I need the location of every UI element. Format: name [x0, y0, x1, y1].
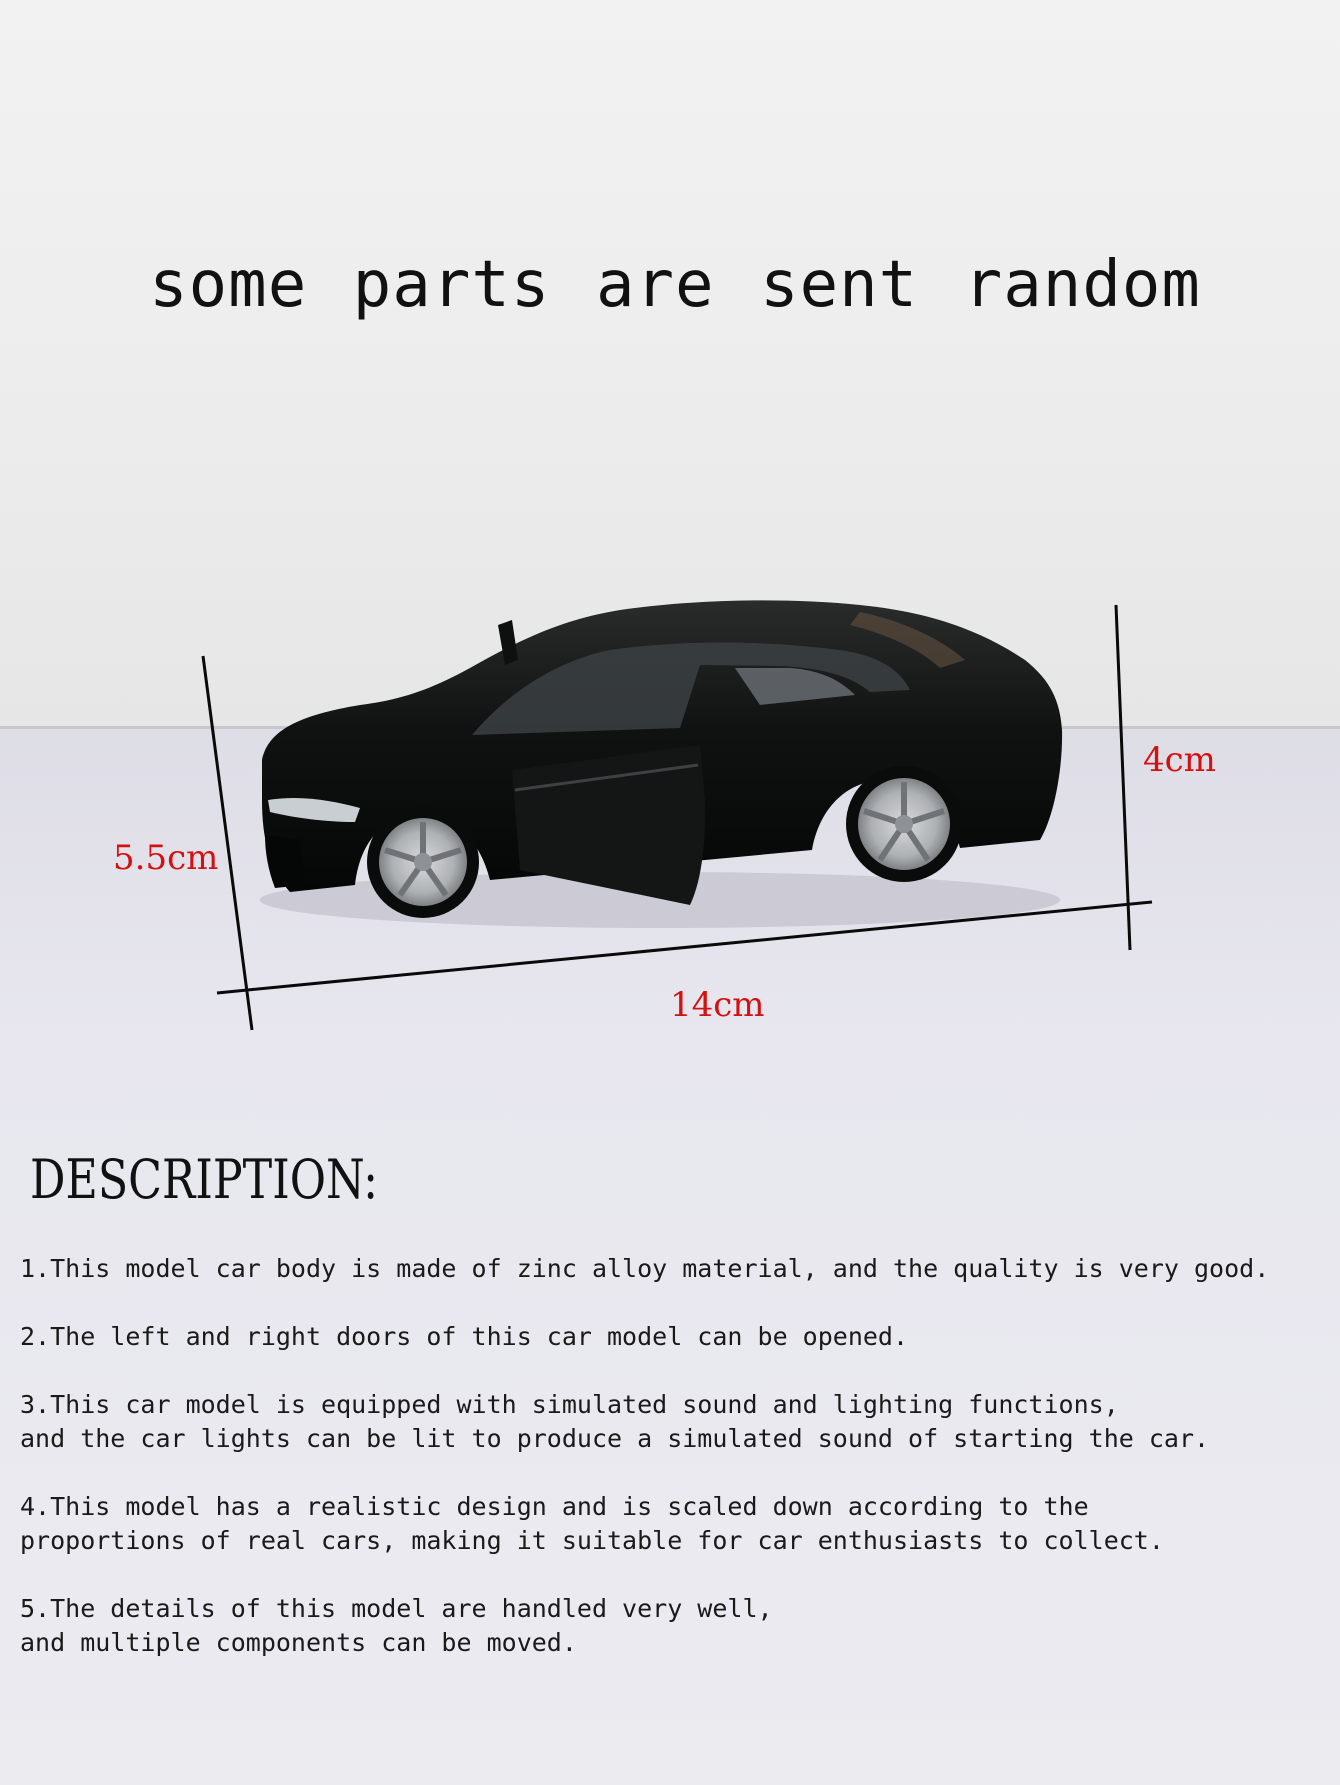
list-item — [20, 1388, 1320, 1456]
rear-wheel — [846, 766, 962, 882]
dimension-label-rear-height: 4cm — [1143, 740, 1216, 780]
list-item-line: and the car lights can be lit to produce a simulated sound of starting the car. — [20, 1424, 1210, 1453]
list-item-line: proportions of real cars, making it suitable for car enthusiasts to collect. — [20, 1526, 1164, 1555]
list-item-line: and multiple components can be moved. — [20, 1628, 577, 1657]
list-item — [20, 1320, 1320, 1354]
dimension-label-length: 14cm — [670, 985, 765, 1025]
dimension-label-front-height: 5.5cm — [113, 838, 219, 878]
list-item-line: 2.The left and right doors of this car model can be opened. — [20, 1322, 909, 1351]
list-item — [20, 1592, 1320, 1660]
list-item-line: 3.This car model is equipped with simulated sound and lighting functions, — [20, 1390, 1119, 1419]
headline: some parts are sent random — [149, 248, 1201, 322]
list-item — [20, 1252, 1320, 1286]
front-wheel — [367, 806, 479, 918]
product-photo-car — [0, 560, 1340, 1040]
grille — [265, 835, 305, 888]
list-item — [20, 1490, 1320, 1558]
description-list — [20, 1252, 1320, 1694]
rear-height-line — [1116, 605, 1130, 950]
list-item-line: 1.This model car body is made of zinc alloy material, and the quality is very good. — [20, 1254, 1270, 1283]
list-item-line: 4.This model has a realistic design and is scaled down according to the — [20, 1492, 1089, 1521]
list-item-line: 5.The details of this model are handled very well, — [20, 1594, 773, 1623]
description-title: DESCRIPTION: — [30, 1148, 379, 1211]
